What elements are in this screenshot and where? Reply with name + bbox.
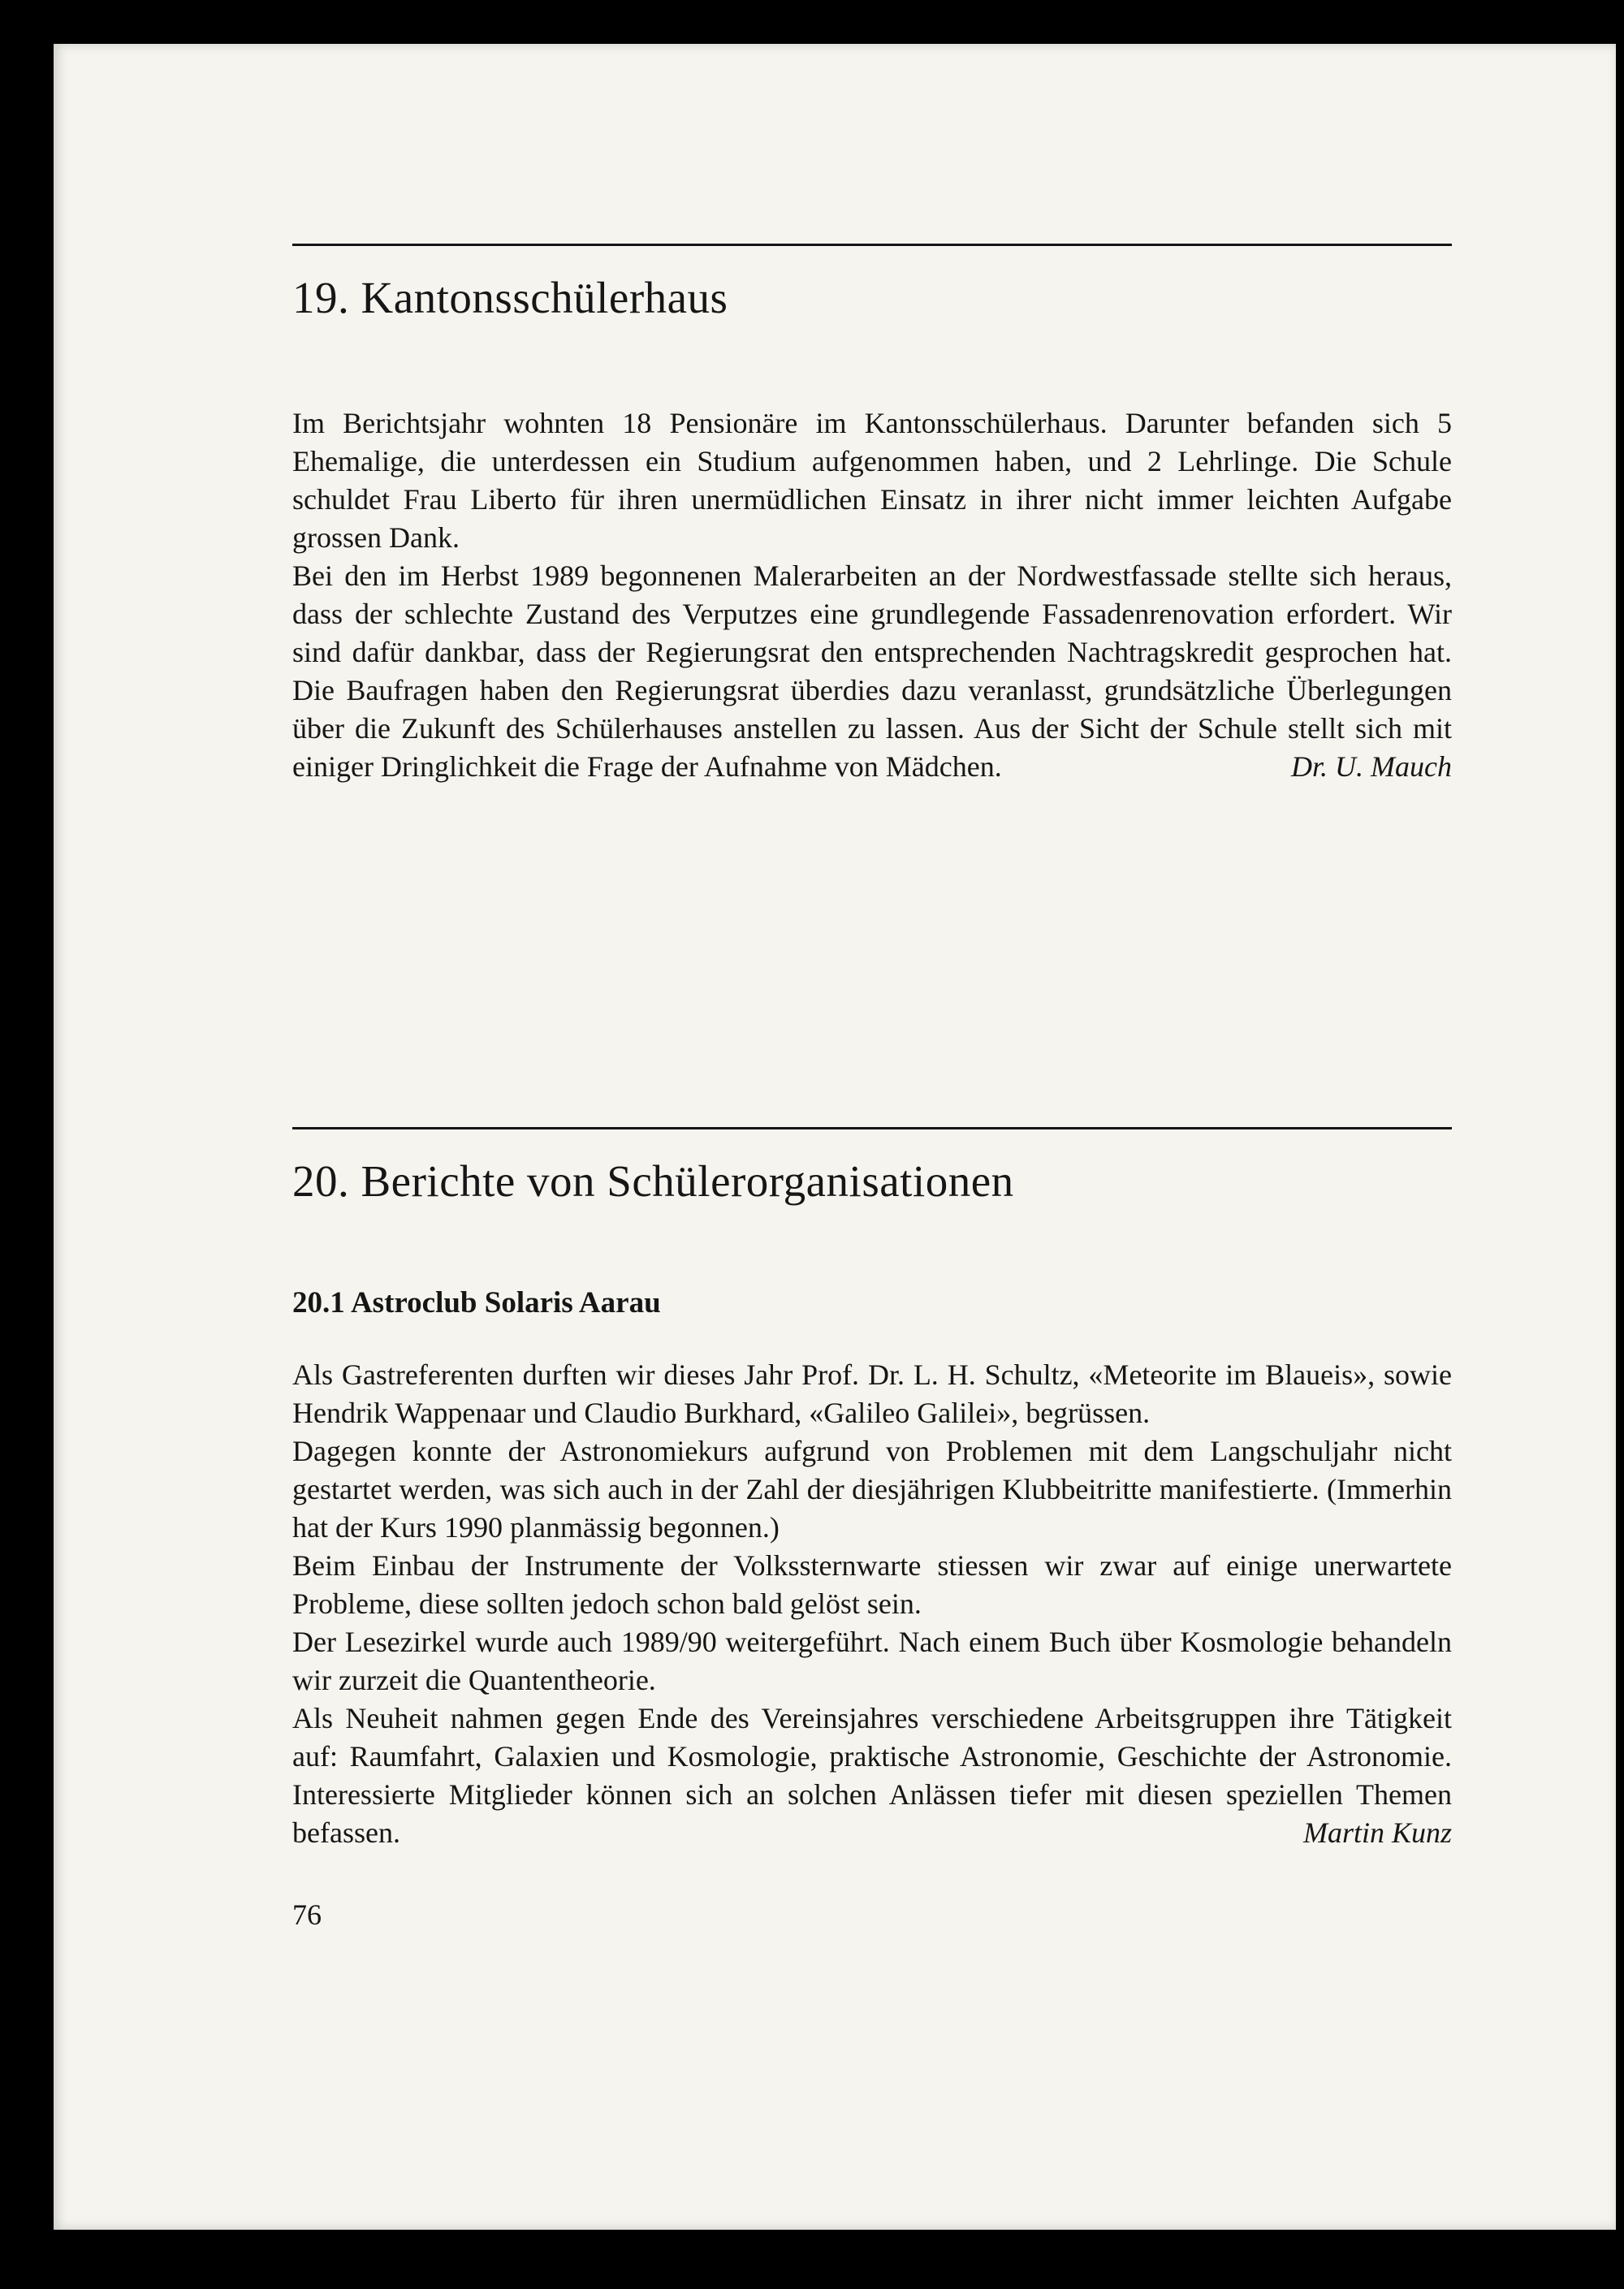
section-title: 20. Berichte von Schülerorganisationen: [292, 1156, 1014, 1207]
body-paragraph: Dagegen konnte der Astronomiekurs aufgrund von Problemen mit dem Langschuljahr nicht gestartet werden, was sich auch in der Zahl der diesjährigen Klubbeitritte manifestierte. (Immerhin hat der Kurs 1990 planmässig begonnen.): [292, 1434, 1452, 1544]
body-paragraph: [292, 557, 1452, 786]
author-signature: Martin Kunz: [1302, 1816, 1452, 1849]
section-title: 19. Kantonsschülerhaus: [292, 273, 728, 322]
text-column: [292, 44, 1452, 1932]
section-divider-rule: [292, 244, 1452, 246]
page-number: 76: [292, 1898, 322, 1931]
paragraph-text: Bei den im Herbst 1989 begonnenen Malerarbeiten an der Nordwestfassade stellte sich heraus, dass der schlechte Zustand des Verputzes eine grundlegende Fassadenrenovation erfordert. Wir sind dafür dankbar, dass der Regierungsrat den entsprechenden Nachtragskredit gesprochen hat. Die Baufragen haben den Regierungsrat überdies dazu veranlasst, grundsätzliche Überlegungen über die Zukunft des Schülerhauses anstellen zu lassen. Aus der Sicht der Schule stellt sich mit einiger Dringlichkeit die Frage der Aufnahme von Mädchen.: [292, 559, 1452, 784]
body-paragraph: Der Lesezirkel wurde auch 1989/90 weitergeführt. Nach einem Buch über Kosmologie behandeln wir zurzeit die Quantentheorie.: [292, 1625, 1452, 1696]
document-page: [54, 44, 1616, 2230]
body-paragraph: Als Gastreferenten durften wir dieses Jahr Prof. Dr. L. H. Schultz, «Meteorite im Blaueis», sowie Hendrik Wappenaar und Claudio Burkhard, «Galileo Galilei», begrüssen.: [292, 1358, 1452, 1429]
body-paragraph: Im Berichtsjahr wohnten 18 Pensionäre im Kantonsschülerhaus. Darunter befanden sich 5 Ehemalige, die unterdessen ein Studium aufgenommen haben, und 2 Lehrlinge. Die Schule schuldet Frau Liberto für ihren unermüdlichen Einsatz in ihrer nicht immer leichten Aufgabe grossen Dank.: [292, 407, 1452, 555]
author-signature: Dr. U. Mauch: [1291, 750, 1452, 784]
section-kantonsschuelerhaus: [292, 244, 1452, 786]
subsection-title: 20.1 Astroclub Solaris Aarau: [292, 1285, 661, 1319]
paragraph-text: Als Neuheit nahmen gegen Ende des Vereinsjahres verschiedene Arbeitsgruppen ihre Tätigkeit auf: Raumfahrt, Galaxien und Kosmologie, praktische Astronomie, Geschichte der Astronomie. Interessierte Mitglieder können sich an solchen Anlässen tiefer mit diesen speziellen Themen befassen.: [292, 1701, 1452, 1849]
body-paragraph: [292, 1699, 1452, 1852]
section-divider-rule: [292, 1127, 1452, 1129]
body-paragraph: Beim Einbau der Instrumente der Volkssternwarte stiessen wir zwar auf einige unerwartete Probleme, diese sollten jedoch schon bald gelöst sein.: [292, 1548, 1452, 1620]
section-schuelerorganisationen: [292, 1127, 1452, 1851]
